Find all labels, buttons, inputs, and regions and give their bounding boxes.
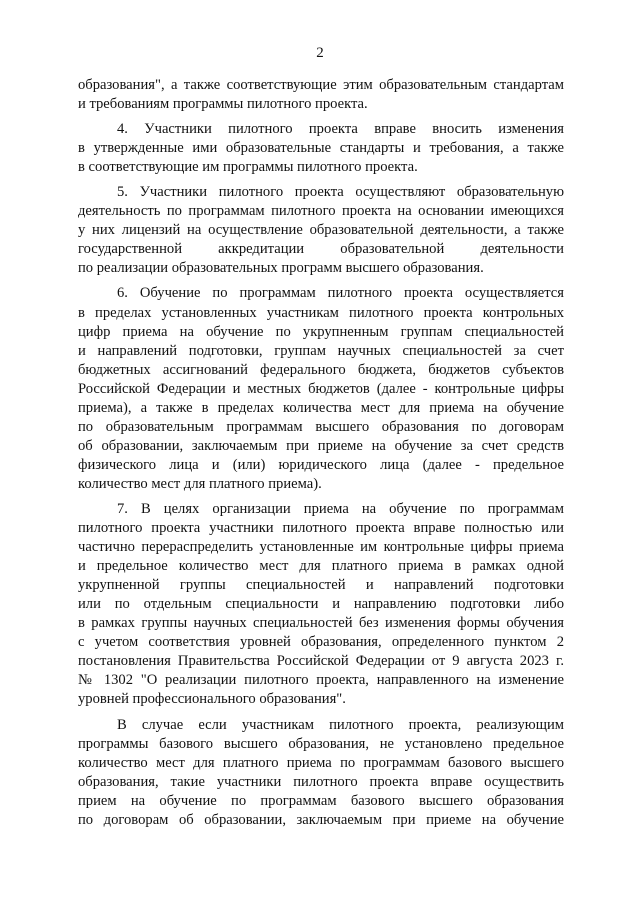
text-line: образования", а также соответствующие этим образовательным стандартам [78, 77, 564, 93]
text-line: в пределах установленных участникам пилотного проекта контрольных [78, 304, 564, 321]
text-line: количество мест для платного приема). [78, 475, 322, 492]
text-line: 6. Обучение по программам пилотного проекта осуществляется [117, 285, 564, 302]
text-line: физического лица и (или) юридического лица (далее - предельное [78, 456, 564, 473]
text-line: с учетом соответствия уровней образования, определенного пунктом 2 [78, 634, 564, 651]
text-line: в утвержденные ими образовательные стандарты и требования, а также [78, 140, 564, 157]
text-line: бюджетных ассигнований федерального бюджета, бюджетов субъектов [78, 361, 564, 378]
text-line: постановления Правительства Российской Федерации от 9 августа 2023 г. [78, 653, 564, 670]
text-line: цифр приема на обучение по укрупненным группам специальностей [78, 323, 564, 340]
text-line: по образовательным программам высшего образования по договорам [78, 418, 564, 435]
text-line: у них лицензий на осуществление образовательной деятельности, а также [78, 222, 564, 239]
text-line: прием на обучение по программам базового высшего образования [78, 792, 564, 809]
text-line: и требованиям программы пилотного проекта. [78, 96, 368, 113]
text-line: 5. Участники пилотного проекта осуществляют образовательную [117, 184, 564, 201]
text-line: пилотного проекта участники пилотного проекта вправе полностью или [78, 520, 564, 537]
text-line: или по отдельным специальности и направлению подготовки либо [78, 596, 564, 613]
document-body [78, 76, 564, 830]
text-line: приема), а также в пределах количества мест для приема на обучение [78, 399, 564, 416]
text-line: в рамках группы научных специальностей без изменения формы обучения [78, 615, 564, 632]
text-line: 4. Участники пилотного проекта вправе вносить изменения [117, 121, 564, 138]
text-line: и направлений подготовки, группам научных специальностей за счет [78, 342, 564, 359]
text-line: уровней профессионального образования". [78, 691, 346, 708]
text-line: в соответствующие им программы пилотного проекта. [78, 159, 418, 176]
text-line: 7. В целях организации приема на обучение по программам [117, 500, 564, 517]
text-line: по реализации образовательных программ высшего образования. [78, 260, 484, 277]
text-line: В случае если участникам пилотного проекта, реализующим [117, 716, 564, 733]
text-line: Российской Федерации и местных бюджетов (далее - контрольные цифры [78, 380, 564, 397]
text-line: укрупненной группы специальностей и направлений подготовки [78, 577, 564, 594]
page-number: 2 [316, 45, 324, 61]
text-line: по договорам об образовании, заключаемым при приеме на обучение [78, 811, 564, 828]
text-line: и предельное количество мест для платного приема в рамках одной [78, 558, 564, 575]
text-line: государственной аккредитации образовательной деятельности [78, 241, 564, 258]
text-line: образования, такие участники пилотного проекта вправе осуществить [78, 773, 564, 790]
text-line: частично перераспределить установленные им контрольные цифры приема [78, 539, 564, 556]
text-line: № 1302 "О реализации пилотного проекта, направленного на изменение [78, 672, 564, 689]
text-line: деятельность по программам пилотного проекта на основании имеющихся [78, 203, 564, 220]
text-line: количество мест для платного приема по программам базового высшего [78, 754, 564, 771]
text-line: об образовании, заключаемым при приеме на обучение за счет средств [78, 437, 564, 454]
text-line: программы базового высшего образования, не установлено предельное [78, 735, 564, 752]
